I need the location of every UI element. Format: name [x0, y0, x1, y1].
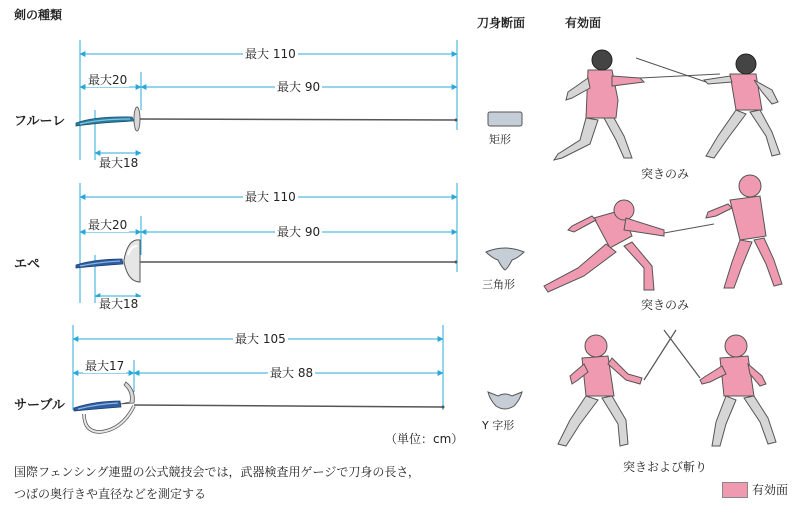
weapon-name-foil: フルーレ [14, 114, 66, 129]
epee-weapon [76, 240, 458, 282]
epee-grip-length: 最大20 [88, 218, 128, 232]
sabre-blade-length: 最大 88 [270, 366, 314, 380]
valid-target-header: 有効面 [565, 16, 602, 30]
sabre-total-length: 最大 105 [235, 332, 286, 346]
epee-handle-length: 最大18 [99, 297, 139, 311]
weapon-name-sabre: サーブル [14, 398, 65, 413]
foil-weapon [76, 107, 458, 131]
section-label-epee: 三角形 [482, 278, 515, 291]
target-caption-foil: 突きのみ [640, 167, 689, 181]
weapon-name-epee: エペ [14, 257, 41, 272]
valid-surface-swatch [722, 482, 748, 498]
foil-total-length: 最大 110 [245, 47, 296, 61]
section-label-sabre: Y 字形 [482, 419, 515, 432]
target-caption-epee: 突きのみ [640, 298, 689, 312]
foil-blade-length: 最大 90 [277, 80, 321, 94]
footnote-line-1: 国際フェンシング連盟の公式競技会では，武器検査用ゲージで刀身の長さ， [14, 465, 420, 479]
foil-handle-length: 最大18 [99, 156, 139, 170]
unit-note: （単位：cm） [385, 432, 464, 446]
y-section-icon [488, 392, 522, 409]
foil-bout-figures [554, 50, 780, 160]
blade-section-header: 刀身断面 [477, 16, 526, 30]
epee-total-length: 最大 110 [245, 190, 296, 204]
valid-surface-legend: 有効面 [752, 483, 789, 497]
fencer-illustrations [540, 40, 810, 460]
foil-grip-length: 最大20 [88, 73, 128, 87]
epee-bout-figures [544, 175, 782, 292]
weapon-types-header: 剣の種類 [14, 8, 63, 22]
rectangle-section-icon [488, 112, 522, 126]
sabre-weapon [74, 382, 445, 432]
footnote-line-2: つばの奥行きや直径などを測定する [14, 487, 207, 501]
epee-blade-length: 最大 90 [277, 225, 321, 239]
sabre-bout-figures [558, 330, 776, 446]
section-label-foil: 矩形 [489, 133, 511, 146]
triangle-section-icon [486, 248, 524, 270]
sabre-grip-length: 最大17 [85, 359, 125, 373]
target-caption-sabre: 突きおよび斬り [622, 460, 707, 474]
